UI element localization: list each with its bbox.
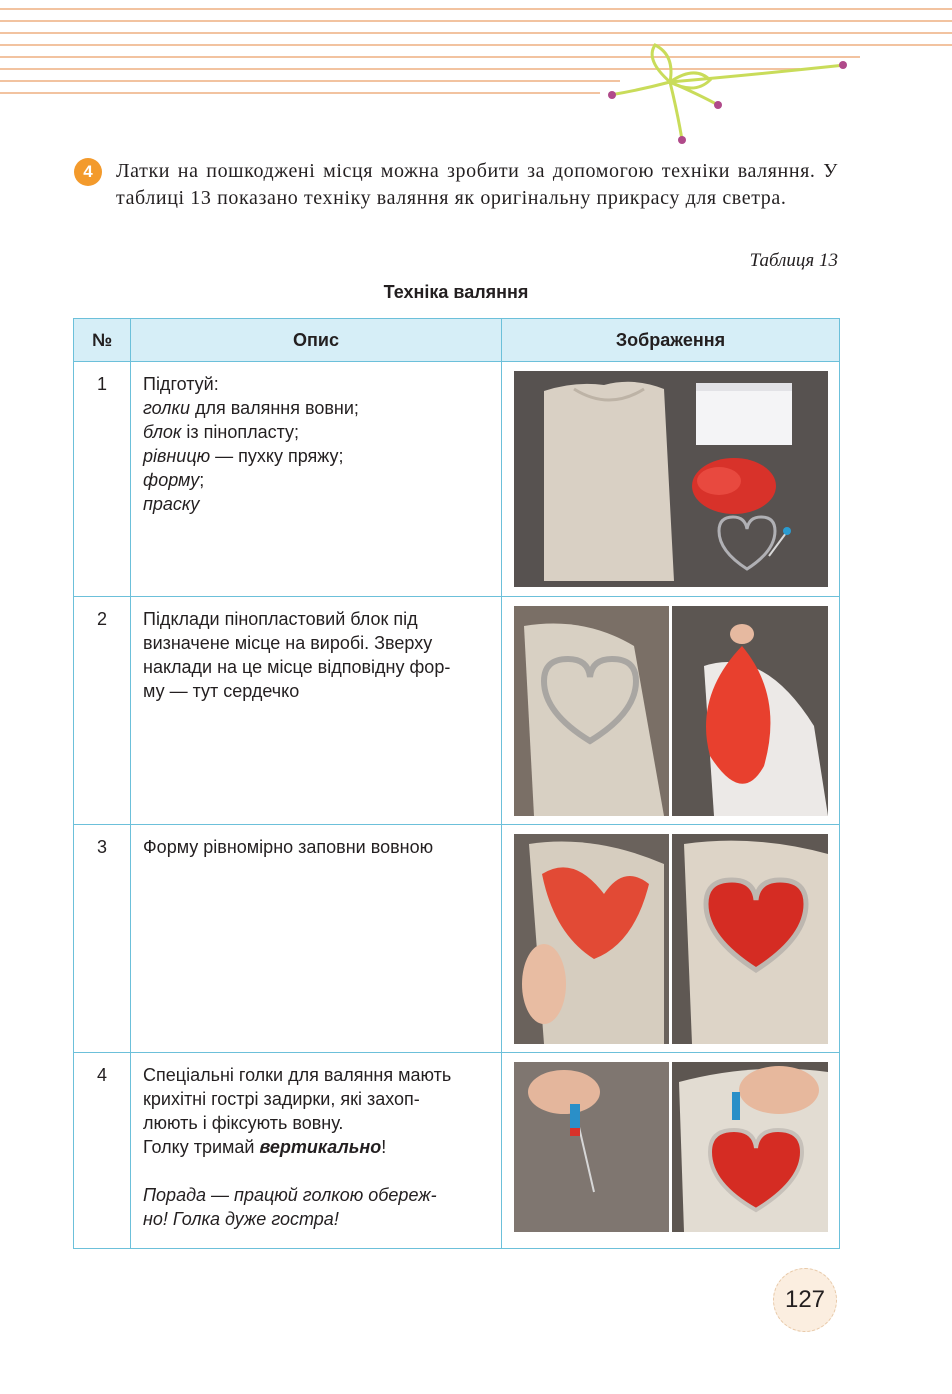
photo-needle-felting	[514, 1062, 828, 1232]
description-line: Спеціальні голки для валяння мають	[143, 1065, 452, 1085]
description-line: визначене місце на виробі. Зверху	[143, 633, 433, 653]
description-line	[143, 396, 491, 420]
row-number: 2	[74, 597, 131, 825]
row-image-cell	[502, 1053, 840, 1249]
description-line	[143, 444, 491, 468]
line-italic: рівницю	[143, 446, 211, 466]
row-number: 1	[74, 362, 131, 597]
ribbon-bow-decoration	[600, 40, 860, 150]
description-line	[143, 1135, 491, 1159]
table-row	[74, 825, 840, 1053]
row-number: 4	[74, 1053, 131, 1249]
table-row	[74, 597, 840, 825]
line-italic: блок	[143, 422, 182, 442]
line-text: для валяння вовни;	[189, 398, 359, 418]
tip-line: Порада — працюй голкою обереж-	[143, 1185, 437, 1205]
row-image-cell	[502, 597, 840, 825]
line-italic: форму	[143, 470, 200, 490]
line-italic: голки	[143, 398, 190, 418]
table-row	[74, 1053, 840, 1249]
description-line	[143, 420, 491, 444]
row-number: 3	[74, 825, 131, 1053]
description-line: Форму рівномірно заповни вовною	[143, 837, 434, 857]
header-image: Зображення	[502, 319, 840, 362]
description-line	[143, 492, 491, 516]
line-text: із пінопласту;	[181, 422, 300, 442]
emphasis-vertical: вертикально	[259, 1137, 382, 1157]
description-line: Підклади пінопластовий блок під	[143, 609, 418, 629]
row-image-cell	[502, 825, 840, 1053]
description-line: крихітні гострі задирки, які захоп-	[143, 1089, 420, 1109]
row-image-cell	[502, 362, 840, 597]
table-header-row	[74, 319, 840, 362]
tip-line: но! Голка дуже гостра!	[143, 1209, 339, 1229]
photo-filling-wool	[514, 834, 828, 1044]
line-text: Підготуй:	[143, 374, 219, 394]
line-text: ;	[199, 470, 205, 490]
line-italic: праску	[143, 494, 200, 514]
photo-placing-form	[514, 606, 828, 816]
row-description	[131, 597, 502, 825]
row-description	[131, 1053, 502, 1249]
line-text: Голку тримай	[143, 1137, 260, 1157]
photo-materials	[514, 371, 828, 587]
description-line: наклади на це місце відповідну фор-	[143, 657, 451, 677]
task-text: Латки на пошкоджені місця можна зробити за допомогою техніки валяння. У таблиці 13 показано техніку валяння як оригінальну прикрасу для светра.	[116, 160, 838, 209]
header-number: №	[74, 319, 131, 362]
description-line	[143, 372, 491, 396]
line-text: !	[381, 1137, 387, 1157]
felting-technique-table	[73, 318, 840, 1249]
description-line: люють і фіксують вовну.	[143, 1113, 344, 1133]
header-description: Опис	[131, 319, 502, 362]
line-text: — пухку пряжу;	[210, 446, 344, 466]
description-line: му — тут сердечко	[143, 681, 300, 701]
task-number-badge: 4	[74, 158, 102, 186]
table-title: Техніка валяння	[383, 282, 529, 302]
page-number: 127	[773, 1268, 837, 1332]
description-line	[143, 468, 491, 492]
row-description	[131, 362, 502, 597]
row-description	[131, 825, 502, 1053]
table-caption: Таблиця 13	[749, 250, 838, 271]
table-row	[74, 362, 840, 597]
